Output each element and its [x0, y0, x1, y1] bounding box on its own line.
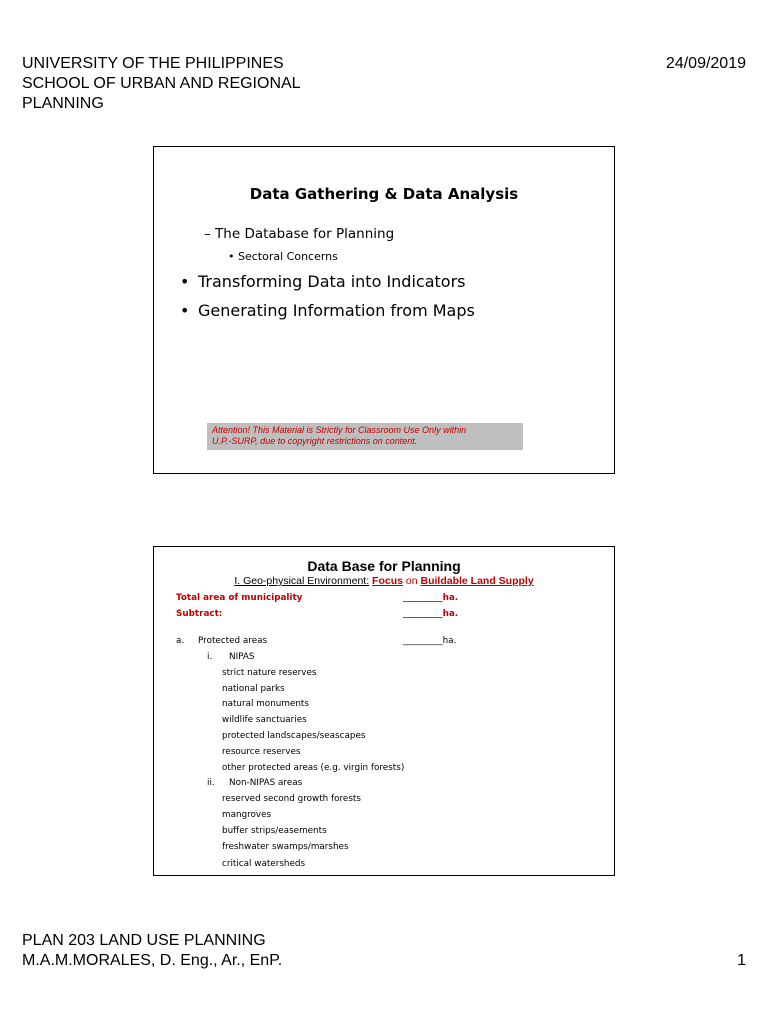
header-date: 24/09/2019 [665, 55, 746, 72]
row-value: _________ha. [403, 593, 459, 603]
notice-line: Attention! This Material is Strictly for Classroom Use Only within [212, 425, 467, 435]
row-label: NIPAS [229, 652, 255, 662]
list-item: freshwater swamps/marshes [222, 842, 349, 852]
topic-label: Buildable Land Supply [420, 575, 534, 587]
row-marker: i. [207, 652, 213, 662]
notice-line: U.P.-SURP, due to copyright restrictions on content. [212, 435, 418, 446]
list-item: buffer strips/easements [222, 826, 327, 836]
nipas-heading [207, 652, 255, 662]
row-label: Total area of municipality [176, 593, 303, 603]
list-item: critical watersheds [222, 859, 306, 869]
total-area-row [176, 593, 459, 603]
bullet-text: Generating Information from Maps [198, 301, 475, 320]
row-value: _________ha. [403, 636, 457, 646]
list-item: natural monuments [222, 699, 309, 709]
institution-line: UNIVERSITY OF THE PHILIPPINES [22, 55, 284, 72]
page-number: 1 [737, 952, 746, 969]
list-item: other protected areas (e.g. virgin forests) [222, 763, 405, 773]
list-item: mangroves [222, 810, 272, 820]
on-label: on [405, 575, 418, 587]
list-item: wildlife sanctuaries [222, 715, 307, 725]
slide-thumbnail-1 [153, 146, 615, 474]
list-item: reserved second growth forests [222, 794, 361, 804]
row-value: _________ha. [403, 609, 459, 619]
non-nipas-heading [207, 778, 303, 788]
focus-label: Focus [372, 575, 403, 587]
footer-info [22, 931, 282, 971]
copyright-notice [207, 423, 523, 450]
institution-line: SCHOOL OF URBAN AND REGIONAL [22, 75, 301, 92]
author-name: M.A.M.MORALES, D. Eng., Ar., EnP. [22, 952, 283, 969]
slide-subtitle: – The Database for Planning [204, 226, 395, 242]
slide-bullet [180, 301, 475, 320]
slide-sub-subtitle [228, 250, 338, 263]
bullet-icon: • [180, 301, 190, 320]
subtract-row [176, 609, 459, 619]
institution-header [22, 54, 301, 114]
list-item: national parks [222, 684, 285, 694]
protected-areas-row [176, 636, 457, 646]
bullet-text: Transforming Data into Indicators [198, 272, 466, 291]
slide-title: Data Base for Planning [307, 558, 461, 574]
slide-subtitle [154, 575, 614, 587]
row-label: Subtract: [176, 609, 223, 619]
list-item: resource reserves [222, 747, 301, 757]
slide-bullet [180, 272, 465, 291]
institution-line: PLANNING [22, 95, 104, 112]
bullet-icon: • [180, 272, 190, 291]
slide-thumbnail-2 [153, 546, 615, 876]
row-marker: a. [176, 636, 185, 646]
section-prefix: I. Geo-physical Environment: [234, 575, 370, 587]
course-name: PLAN 203 LAND USE PLANNING [22, 932, 266, 949]
list-item: strict nature reserves [222, 668, 317, 678]
row-label: Non-NIPAS areas [229, 778, 303, 788]
sub-subtitle-text: Sectoral Concerns [238, 250, 338, 263]
row-marker: ii. [207, 778, 215, 788]
row-label: Protected areas [198, 636, 268, 646]
bullet-icon: • [228, 250, 235, 263]
list-item: protected landscapes/seascapes [222, 731, 366, 741]
slide-title: Data Gathering & Data Analysis [249, 185, 519, 203]
